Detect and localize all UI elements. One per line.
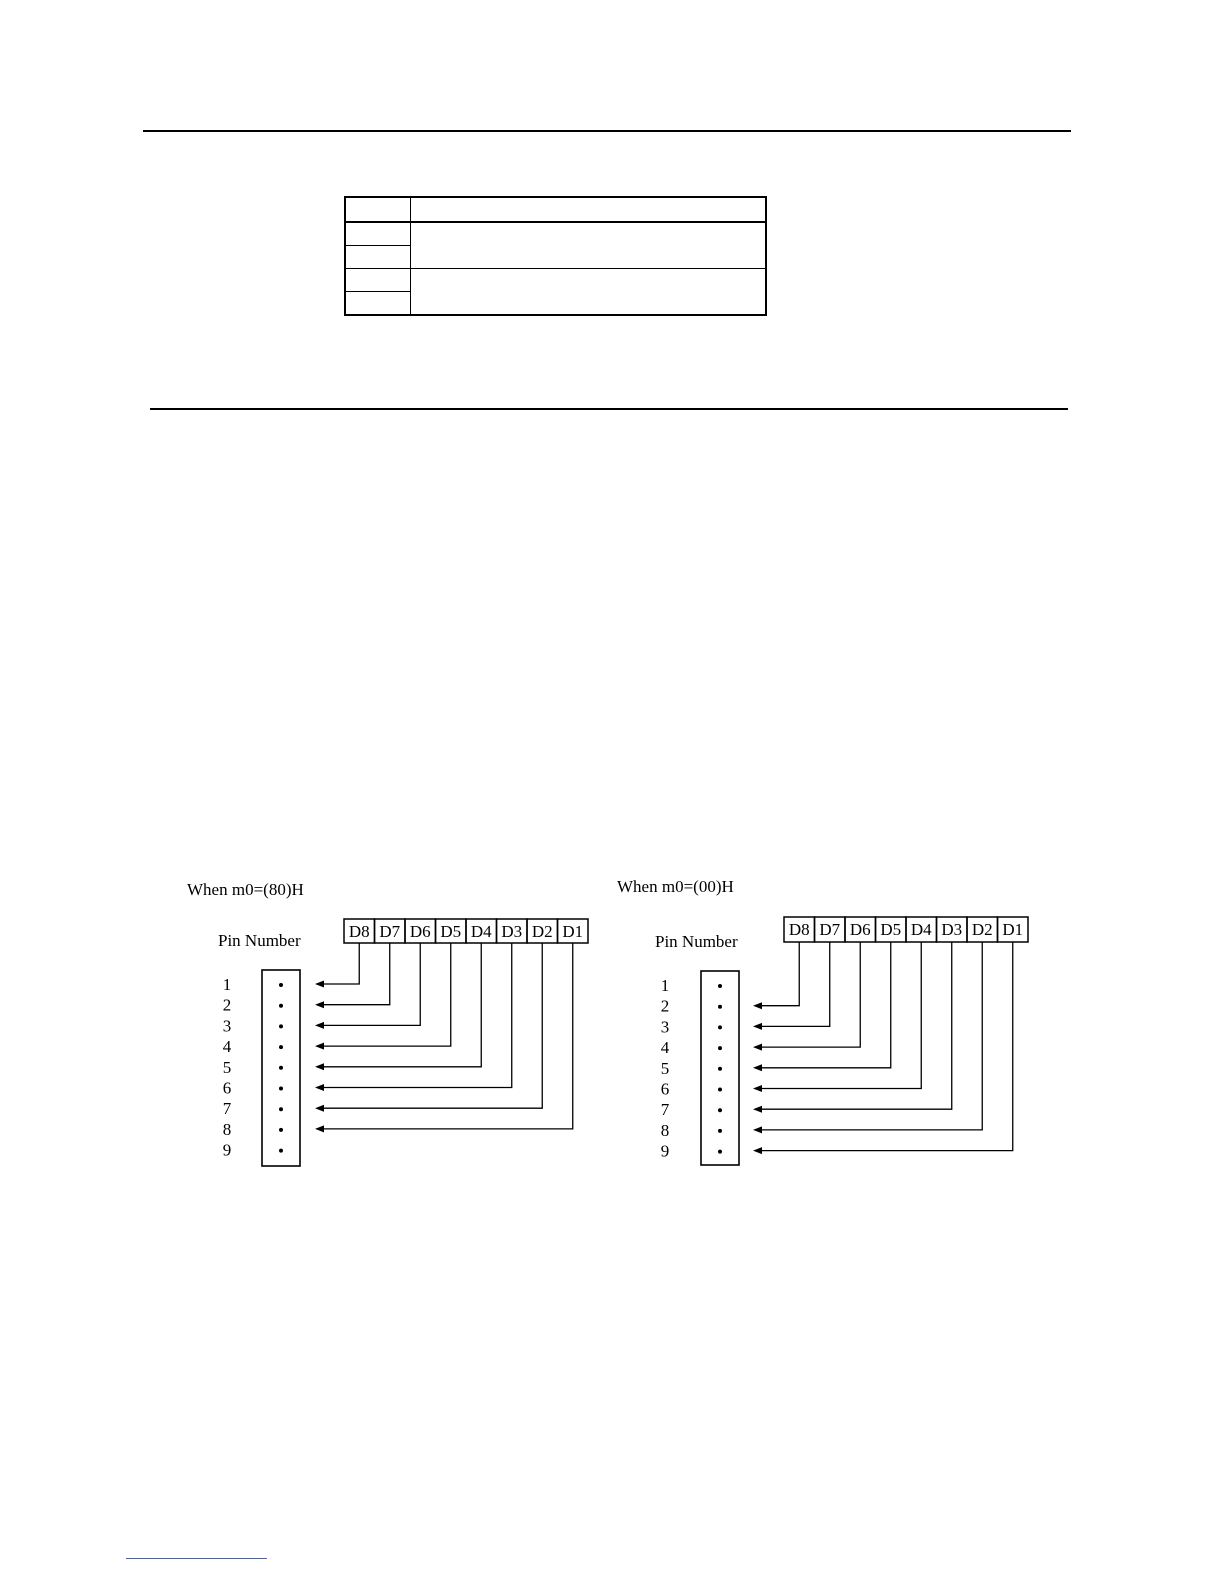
pin-dot <box>718 1067 722 1071</box>
arrowhead-icon <box>753 1002 762 1009</box>
pin-dot <box>279 1128 283 1132</box>
bit-to-pin-line <box>317 943 512 1088</box>
bit-label: D6 <box>849 920 871 939</box>
mode-table-header-col1 <box>345 197 411 222</box>
pin-dot <box>279 1024 283 1028</box>
pin-dot <box>718 1108 722 1112</box>
arrowhead-icon <box>315 1022 324 1029</box>
pin-dot <box>279 1149 283 1153</box>
bit-label: D8 <box>348 922 370 941</box>
description-cell <box>411 269 767 316</box>
table-row <box>345 269 766 292</box>
bit-to-pin-line <box>755 942 982 1130</box>
bit-label: D1 <box>1002 920 1024 939</box>
bit-label: D3 <box>501 922 523 941</box>
bit-label: D7 <box>379 922 401 941</box>
bit-to-pin-line <box>755 942 952 1109</box>
pin-number: 6 <box>660 1079 670 1099</box>
pin-dot <box>718 1150 722 1154</box>
bit-label: D2 <box>531 922 553 941</box>
bit-to-pin-line <box>317 943 573 1129</box>
bit-label: D1 <box>562 922 584 941</box>
description-cell <box>411 222 767 269</box>
pin-number-label: Pin Number <box>218 931 301 950</box>
arrowhead-icon <box>753 1106 762 1113</box>
bit-to-pin-line <box>755 942 1013 1151</box>
bit-label: D8 <box>788 920 810 939</box>
table-row <box>345 222 766 246</box>
pin-number: 4 <box>222 1037 232 1057</box>
pin-dot <box>718 1088 722 1092</box>
pin-dot <box>718 1129 722 1133</box>
arrowhead-icon <box>753 1064 762 1071</box>
pin-number: 1 <box>660 976 670 995</box>
pin-number: 3 <box>222 1016 232 1036</box>
bit-to-pin-line <box>755 942 830 1026</box>
arrowhead-icon <box>753 1147 762 1154</box>
pin-dot <box>718 984 722 988</box>
pin-number: 4 <box>660 1038 670 1058</box>
bit-map-diagram-m0-80 <box>182 870 642 1180</box>
arrowhead-icon <box>753 1044 762 1051</box>
arrowhead-icon <box>753 1126 762 1133</box>
diagram-title: When m0=(00)H <box>617 877 734 896</box>
pin-dot <box>718 1005 722 1009</box>
mode-cell <box>345 246 411 269</box>
bit-label: D7 <box>819 920 841 939</box>
mode-cell <box>345 292 411 316</box>
bit-map-svg <box>612 870 1072 1180</box>
bit-to-pin-line <box>755 942 921 1089</box>
bit-label: D4 <box>470 922 492 941</box>
mode-table <box>344 196 767 316</box>
bit-to-pin-line <box>317 943 451 1046</box>
top-rule <box>143 130 1071 132</box>
bit-map-diagram-m0-00 <box>612 870 1072 1180</box>
bit-label: D5 <box>440 922 462 941</box>
arrowhead-icon <box>753 1085 762 1092</box>
footnote-rule <box>126 1558 267 1559</box>
pin-number: 9 <box>222 1140 232 1160</box>
pin-number: 6 <box>222 1078 232 1098</box>
bit-to-pin-line <box>317 943 390 1005</box>
bit-label: D2 <box>971 920 993 939</box>
bit-label: D6 <box>409 922 431 941</box>
pin-number: 8 <box>660 1120 670 1140</box>
bit-to-pin-line <box>755 942 891 1068</box>
pin-number: 9 <box>660 1141 670 1161</box>
bit-label: D4 <box>910 920 932 939</box>
pin-dot <box>279 1045 283 1049</box>
arrowhead-icon <box>315 1084 324 1091</box>
arrowhead-icon <box>315 1001 324 1008</box>
section-rule <box>150 408 1068 410</box>
bit-to-pin-line <box>755 942 860 1047</box>
bit-to-pin-line <box>317 943 359 984</box>
pin-dot <box>718 1046 722 1050</box>
pin-dot <box>279 983 283 987</box>
mode-table-header <box>345 197 766 222</box>
pin-number: 3 <box>660 1017 670 1037</box>
arrowhead-icon <box>753 1023 762 1030</box>
arrowhead-icon <box>315 1063 324 1070</box>
pin-number: 7 <box>222 1099 232 1119</box>
pin-dot <box>279 1066 283 1070</box>
pin-number-label: Pin Number <box>655 932 738 951</box>
bit-to-pin-line <box>755 942 799 1006</box>
pin-dot <box>279 1087 283 1091</box>
pin-number: 2 <box>660 996 670 1016</box>
pin-number: 7 <box>660 1100 670 1120</box>
pin-number: 2 <box>222 995 232 1015</box>
arrowhead-icon <box>315 1105 324 1112</box>
pin-dot <box>279 1107 283 1111</box>
diagram-title: When m0=(80)H <box>187 880 304 899</box>
arrowhead-icon <box>315 1125 324 1132</box>
bit-map-svg <box>182 870 642 1180</box>
bit-label: D3 <box>941 920 963 939</box>
arrowhead-icon <box>315 1043 324 1050</box>
mode-table-header-col2 <box>411 197 767 222</box>
pin-number: 5 <box>660 1058 670 1078</box>
pin-dot <box>718 1025 722 1029</box>
bit-label: D5 <box>880 920 902 939</box>
pin-number: 5 <box>222 1057 232 1077</box>
pin-number: 1 <box>222 975 232 994</box>
mode-cell <box>345 269 411 292</box>
pin-dot <box>279 1004 283 1008</box>
pin-number: 8 <box>222 1119 232 1139</box>
arrowhead-icon <box>315 981 324 988</box>
mode-cell <box>345 222 411 246</box>
